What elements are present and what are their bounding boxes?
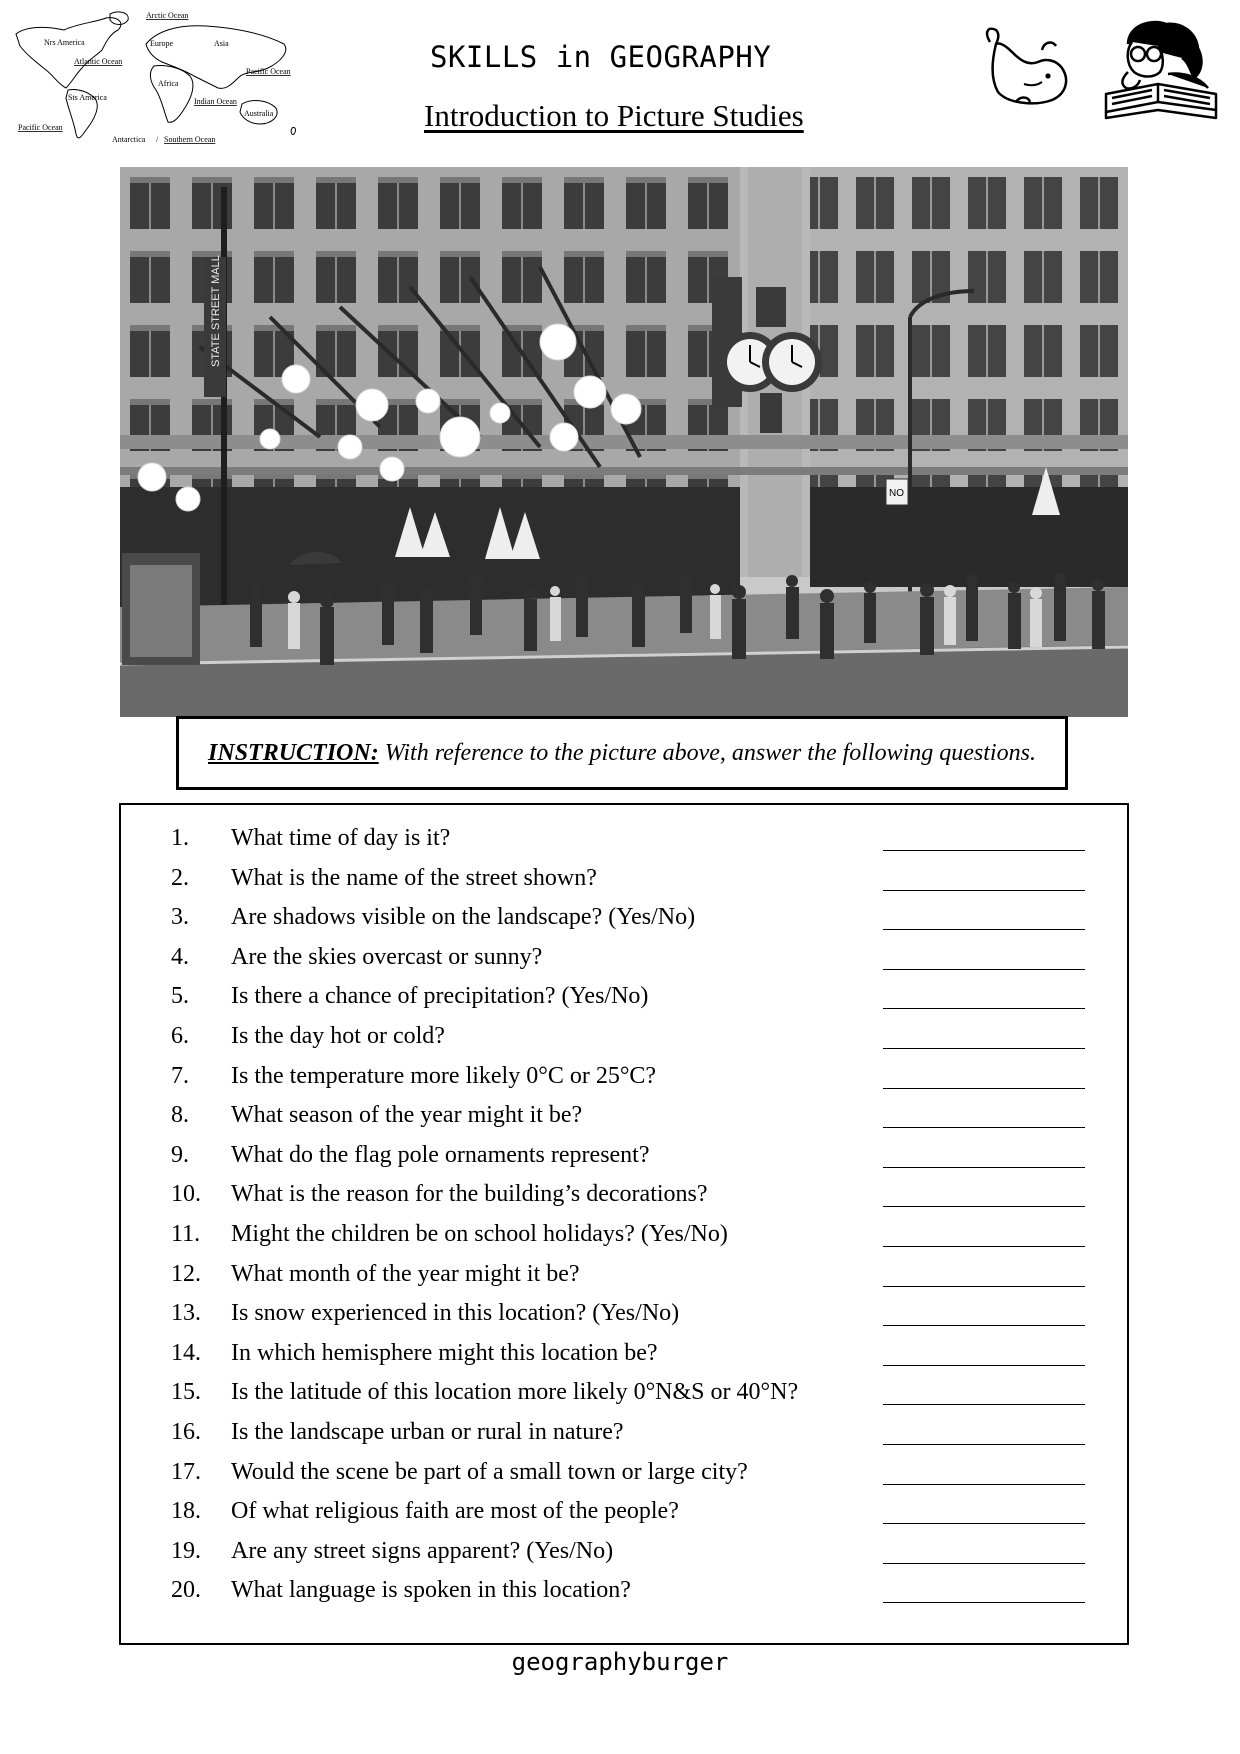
page-subtitle: Introduction to Picture Studies	[424, 98, 804, 133]
question-number: 7.	[171, 1062, 189, 1089]
question-number: 4.	[171, 943, 189, 970]
question-text: Is the day hot or cold?	[231, 1023, 445, 1049]
answer-line[interactable]	[883, 1127, 1085, 1128]
question-row	[121, 1372, 1127, 1412]
question-text: Are the skies overcast or sunny?	[231, 943, 543, 970]
map-label-pacific-west: Pacific Ocean	[18, 123, 63, 132]
map-label-europe: Europe	[150, 39, 174, 48]
answer-line[interactable]	[883, 1246, 1085, 1247]
question-text: Are shadows visible on the landscape? (Yes/No)	[231, 904, 696, 931]
instruction-text: With reference to the picture above, answer the following questions.	[384, 739, 1036, 766]
answer-line[interactable]	[883, 1048, 1085, 1049]
question-number: 1.	[171, 825, 189, 851]
question-row	[121, 1293, 1127, 1333]
question-text: Is the landscape urban or rural in nature?	[231, 1419, 624, 1445]
question-number: 13.	[171, 1300, 201, 1327]
answer-line[interactable]	[883, 1008, 1085, 1009]
question-number: 17.	[171, 1458, 201, 1485]
question-text: What is the name of the street shown?	[231, 864, 597, 891]
question-number: 3.	[171, 904, 189, 931]
whale-icon	[976, 20, 1072, 110]
question-row	[121, 897, 1127, 937]
answer-line[interactable]	[883, 850, 1085, 851]
question-number: 15.	[171, 1379, 201, 1406]
answer-line[interactable]	[883, 1523, 1085, 1524]
map-label-pacific-east: Pacific Ocean	[246, 67, 291, 76]
answer-line[interactable]	[883, 1088, 1085, 1089]
question-number: 19.	[171, 1537, 201, 1564]
question-text: What language is spoken in this location?	[231, 1577, 631, 1604]
answer-line[interactable]	[883, 1167, 1085, 1168]
question-text: Is snow experienced in this location? (Yes/No)	[231, 1300, 680, 1327]
map-label-australia: Australia	[244, 109, 274, 118]
map-label-africa: Africa	[158, 79, 179, 88]
map-label-southern: Southern Ocean	[164, 135, 216, 144]
instruction-box	[176, 716, 1068, 790]
question-number: 5.	[171, 983, 189, 1010]
no-sign-text: NO	[889, 488, 904, 499]
question-number: 6.	[171, 1023, 189, 1049]
answer-line[interactable]	[883, 1602, 1085, 1603]
question-text: What is the reason for the building’s decorations?	[231, 1181, 708, 1208]
new-zealand-outline	[291, 127, 295, 134]
answer-line[interactable]	[883, 1365, 1085, 1366]
map-label-south-america: Sts America	[68, 93, 107, 102]
question-number: 9.	[171, 1141, 189, 1168]
question-row	[121, 818, 1127, 858]
question-text: In which hemisphere might this location be?	[231, 1339, 658, 1366]
footer-brand: geographyburger	[511, 1648, 729, 1676]
question-row	[121, 1095, 1127, 1135]
map-label-indian: Indian Ocean	[194, 97, 237, 106]
answer-line[interactable]	[883, 969, 1085, 970]
question-text: Might the children be on school holidays? (Yes/No)	[231, 1221, 728, 1247]
question-row	[121, 976, 1127, 1016]
answer-line[interactable]	[883, 1444, 1085, 1445]
question-row	[121, 858, 1127, 898]
question-number: 10.	[171, 1181, 201, 1208]
question-row	[121, 1174, 1127, 1214]
question-row	[121, 1491, 1127, 1531]
question-text: Are any street signs apparent? (Yes/No)	[231, 1537, 614, 1564]
question-row	[121, 1016, 1127, 1056]
question-number: 2.	[171, 864, 189, 891]
street-scene-photo	[120, 167, 1128, 717]
question-row	[121, 1056, 1127, 1096]
question-text: What do the flag pole ornaments represent?	[231, 1141, 650, 1168]
question-text: Is the temperature more likely 0°C or 25°C?	[231, 1062, 657, 1089]
question-row	[121, 1452, 1127, 1492]
map-label-atlantic: Atlantic Ocean	[74, 57, 123, 66]
greenland-outline	[110, 12, 128, 25]
question-row	[121, 937, 1127, 977]
question-number: 12.	[171, 1260, 201, 1287]
answer-line[interactable]	[883, 1563, 1085, 1564]
answer-line[interactable]	[883, 929, 1085, 930]
answer-line[interactable]	[883, 1325, 1085, 1326]
question-number: 14.	[171, 1339, 201, 1366]
question-row	[121, 1333, 1127, 1373]
answer-line[interactable]	[883, 1206, 1085, 1207]
question-text: What season of the year might it be?	[231, 1102, 583, 1129]
question-number: 16.	[171, 1419, 201, 1445]
answer-line[interactable]	[883, 1404, 1085, 1405]
question-row	[121, 1412, 1127, 1452]
world-map-illustration	[6, 4, 306, 154]
question-row	[121, 1531, 1127, 1571]
map-label-asia: Asia	[214, 39, 229, 48]
question-number: 20.	[171, 1577, 201, 1604]
question-row	[121, 1570, 1127, 1610]
reader-with-book-icon	[1098, 14, 1224, 122]
map-label-arctic: Arctic Ocean	[146, 11, 189, 20]
map-label-antarctica: Antarctica	[112, 135, 146, 144]
answer-line[interactable]	[883, 1286, 1085, 1287]
question-text: What month of the year might it be?	[231, 1260, 580, 1287]
map-label-separator: /	[156, 135, 159, 144]
question-text: What time of day is it?	[231, 825, 451, 851]
question-number: 8.	[171, 1102, 189, 1129]
question-text: Would the scene be part of a small town or large city?	[231, 1458, 748, 1485]
question-text: Is the latitude of this location more likely 0°N&S or 40°N?	[231, 1379, 799, 1406]
page-title: SKILLS in GEOGRAPHY	[430, 40, 772, 74]
question-text: Is there a chance of precipitation? (Yes/No)	[231, 983, 649, 1010]
questions-list	[119, 803, 1129, 1645]
question-text: Of what religious faith are most of the people?	[231, 1498, 679, 1525]
question-row	[121, 1254, 1127, 1294]
instruction-label: INSTRUCTION:	[208, 739, 379, 766]
question-number: 18.	[171, 1498, 201, 1525]
street-scene-illustration	[120, 167, 1128, 717]
question-row	[121, 1135, 1127, 1175]
street-banner-text: STATE STREET MALL	[210, 255, 222, 367]
map-label-north-america: Nrs America	[44, 38, 85, 47]
answer-line[interactable]	[883, 890, 1085, 891]
africa-outline	[150, 65, 193, 122]
north-america-outline	[16, 18, 121, 88]
question-number: 11.	[171, 1221, 201, 1247]
answer-line[interactable]	[883, 1484, 1085, 1485]
question-row	[121, 1214, 1127, 1254]
